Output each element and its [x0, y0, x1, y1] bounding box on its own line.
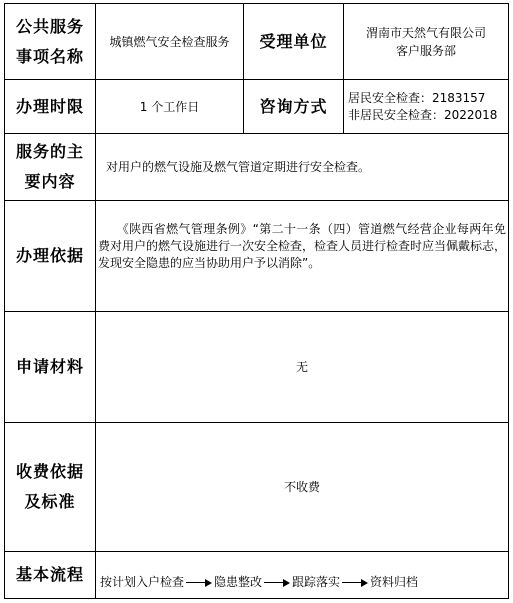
row-time-limit — [5, 80, 509, 134]
process-step-1: 按计划入户检查 — [100, 575, 185, 589]
materials-label: 申请材料 — [5, 312, 96, 423]
fees-label-line2: 及标准 — [24, 492, 76, 511]
service-name-label-line2: 事项名称 — [15, 46, 84, 66]
process-flow — [96, 552, 509, 599]
arrow-right-icon — [264, 579, 290, 587]
main-content-label-line1: 服务的主 — [15, 142, 84, 161]
non-resident-contact: 非居民安全检查：2022018 — [348, 107, 498, 122]
fees-label-line1: 收费依据 — [15, 462, 84, 481]
time-limit-value: 1 个工作日 — [96, 80, 244, 134]
row-process — [5, 552, 509, 599]
row-fees — [5, 423, 509, 552]
row-basis — [5, 201, 509, 312]
arrow-right-icon — [342, 579, 368, 587]
materials-value: 无 — [96, 312, 509, 423]
process-step-3: 跟踪落实 — [292, 575, 341, 589]
consult-contact-cell — [344, 80, 509, 134]
row-service-name — [5, 4, 509, 80]
service-name-label-line1: 公共服务 — [15, 16, 84, 36]
service-info-table — [4, 3, 509, 599]
row-main-content — [5, 134, 509, 201]
fees-value: 不收费 — [96, 423, 509, 552]
basis-value: 《陕西省燃气管理条例》“第二十一条（四）管道燃气经营企业每两年免费对用户的燃气设施进行一次安全检查，检查人员进行检查时应当佩戴标志，发现安全隐患的应当协助用户予以消除”。 — [98, 222, 507, 270]
arrow-right-icon — [186, 579, 212, 587]
service-name-label-cell — [5, 4, 96, 80]
process-step-4: 资料归档 — [370, 575, 419, 589]
service-name-value: 城镇燃气安全检查服务 — [96, 4, 244, 80]
unit-label: 受理单位 — [244, 4, 344, 80]
main-content-value: 对用户的燃气设施及燃气管道定期进行安全检查。 — [96, 134, 509, 201]
main-content-label-line2: 要内容 — [24, 172, 76, 191]
basis-label: 办理依据 — [5, 201, 96, 312]
process-label: 基本流程 — [5, 552, 96, 599]
unit-value-cell — [344, 4, 509, 80]
fees-label-cell — [5, 423, 96, 552]
process-step-2: 隐患整改 — [214, 575, 263, 589]
main-content-label-cell — [5, 134, 96, 201]
time-limit-label: 办理时限 — [5, 80, 96, 134]
resident-contact: 居民安全检查：2183157 — [348, 90, 486, 105]
unit-value-line1: 渭南市天然气有限公司 — [365, 25, 486, 40]
basis-value-cell — [96, 201, 509, 312]
consult-label: 咨询方式 — [244, 80, 344, 134]
unit-value-line2: 客户服务部 — [395, 43, 456, 58]
row-materials — [5, 312, 509, 423]
